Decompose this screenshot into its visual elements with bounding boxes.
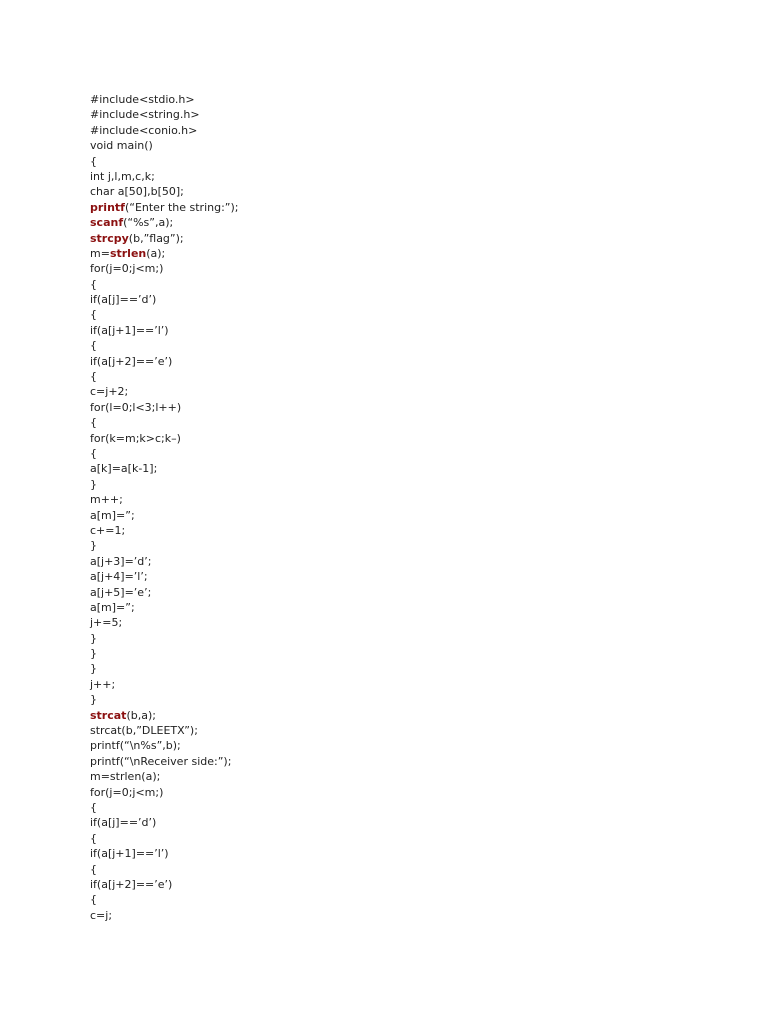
- code-line: [90, 307, 239, 322]
- code-line: [90, 446, 239, 461]
- code-text: {: [90, 277, 97, 291]
- code-text: }: [90, 631, 97, 645]
- code-line: [90, 123, 239, 138]
- code-line: [90, 615, 239, 630]
- code-line: [90, 292, 239, 307]
- code-line: [90, 677, 239, 692]
- code-line: [90, 184, 239, 199]
- code-line: [90, 723, 239, 738]
- code-text: if(a[j+2]==’e’): [90, 877, 173, 891]
- code-line: [90, 769, 239, 784]
- code-line: [90, 661, 239, 676]
- code-keyword: strcat: [90, 708, 127, 722]
- code-text: a[j+3]=’d’;: [90, 554, 152, 568]
- code-line: [90, 231, 239, 246]
- code-line: [90, 646, 239, 661]
- code-text: for(l=0;l<3;l++): [90, 400, 182, 414]
- code-text: char a[50],b[50];: [90, 185, 184, 199]
- code-text: if(a[j+1]==’l’): [90, 847, 169, 861]
- code-line: [90, 538, 239, 553]
- code-line: [90, 154, 239, 169]
- code-text: #include<stdio.h>: [90, 93, 195, 106]
- code-text: a[j+5]=’e’;: [90, 585, 152, 599]
- code-text: }: [90, 693, 97, 707]
- code-line: [90, 523, 239, 538]
- code-line: [90, 338, 239, 353]
- code-line: [90, 754, 239, 769]
- code-line: [90, 785, 239, 800]
- code-line: [90, 461, 239, 476]
- code-text: {: [90, 862, 97, 876]
- code-line: [90, 600, 239, 615]
- code-text: void main(): [90, 139, 153, 153]
- code-text: m=strlen(a);: [90, 770, 161, 784]
- code-line: [90, 477, 239, 492]
- code-line: [90, 277, 239, 292]
- code-text: a[m]=”;: [90, 600, 135, 614]
- code-line: [90, 246, 239, 261]
- code-line: [90, 92, 239, 107]
- code-text: j+=5;: [90, 616, 123, 630]
- code-text: {: [90, 416, 97, 430]
- code-text: {: [90, 154, 97, 168]
- code-text: {: [90, 339, 97, 353]
- code-line: [90, 692, 239, 707]
- code-text: {: [90, 831, 97, 845]
- code-text: (b,a);: [126, 708, 156, 722]
- code-text: m++;: [90, 493, 123, 507]
- code-text: printf(“\n%s”,b);: [90, 739, 181, 753]
- code-text: {: [90, 446, 97, 460]
- code-line: [90, 908, 239, 923]
- code-text: a[m]=”;: [90, 508, 135, 522]
- code-line: [90, 492, 239, 507]
- code-line: [90, 107, 239, 122]
- code-line: [90, 862, 239, 877]
- code-text: {: [90, 370, 97, 384]
- code-line: [90, 569, 239, 584]
- code-text: if(a[j]==’d’): [90, 293, 157, 307]
- code-line: [90, 400, 239, 415]
- code-line: [90, 431, 239, 446]
- code-line: [90, 508, 239, 523]
- code-text: a[k]=a[k-1];: [90, 462, 158, 476]
- code-text: (“Enter the string:”);: [124, 200, 239, 214]
- code-text: }: [90, 477, 97, 491]
- code-text: }: [90, 662, 97, 676]
- code-line: [90, 354, 239, 369]
- code-line: [90, 261, 239, 276]
- code-text: for(j=0;j<m;): [90, 785, 164, 799]
- code-line: [90, 369, 239, 384]
- code-text: #include<conio.h>: [90, 123, 198, 137]
- code-line: [90, 200, 239, 215]
- code-line: [90, 554, 239, 569]
- code-line: [90, 738, 239, 753]
- code-text: c=j+2;: [90, 385, 129, 399]
- code-line: [90, 415, 239, 430]
- code-text: }: [90, 647, 97, 661]
- code-text: printf(“\nReceiver side:”);: [90, 754, 232, 768]
- code-text: for(k=m;k>c;k–): [90, 431, 181, 445]
- code-line: [90, 585, 239, 600]
- code-text: j++;: [90, 677, 116, 691]
- code-line: [90, 892, 239, 907]
- code-line: [90, 169, 239, 184]
- code-text: #include<string.h>: [90, 108, 200, 122]
- code-line: [90, 215, 239, 230]
- code-keyword: strlen: [109, 246, 147, 260]
- code-line: [90, 138, 239, 153]
- code-keyword: printf: [90, 200, 125, 214]
- code-line: [90, 877, 239, 892]
- code-text: if(a[j]==’d’): [90, 816, 157, 830]
- code-text: {: [90, 893, 97, 907]
- code-line: [90, 846, 239, 861]
- code-text: m=: [90, 246, 110, 260]
- code-line: [90, 815, 239, 830]
- code-text: int j,l,m,c,k;: [90, 169, 155, 183]
- code-text: for(j=0;j<m;): [90, 262, 164, 276]
- code-line: [90, 384, 239, 399]
- code-line: [90, 323, 239, 338]
- code-line: [90, 708, 239, 723]
- code-text: (a);: [146, 246, 166, 260]
- code-text: }: [90, 539, 97, 553]
- code-text: (“%s”,a);: [123, 216, 174, 230]
- code-text: a[j+4]=’l’;: [90, 570, 148, 584]
- code-line: [90, 831, 239, 846]
- code-text: strcat(b,”DLEETX”);: [90, 724, 198, 738]
- code-text: {: [90, 800, 97, 814]
- code-listing: [90, 92, 239, 923]
- code-text: (b,”flag”);: [128, 231, 184, 245]
- code-text: c=j;: [90, 908, 113, 922]
- code-text: if(a[j+1]==’l’): [90, 323, 169, 337]
- code-keyword: strcpy: [90, 231, 129, 245]
- code-text: if(a[j+2]==’e’): [90, 354, 173, 368]
- code-text: {: [90, 308, 97, 322]
- code-line: [90, 631, 239, 646]
- code-keyword: scanf: [90, 216, 124, 230]
- code-line: [90, 800, 239, 815]
- code-text: c+=1;: [90, 523, 126, 537]
